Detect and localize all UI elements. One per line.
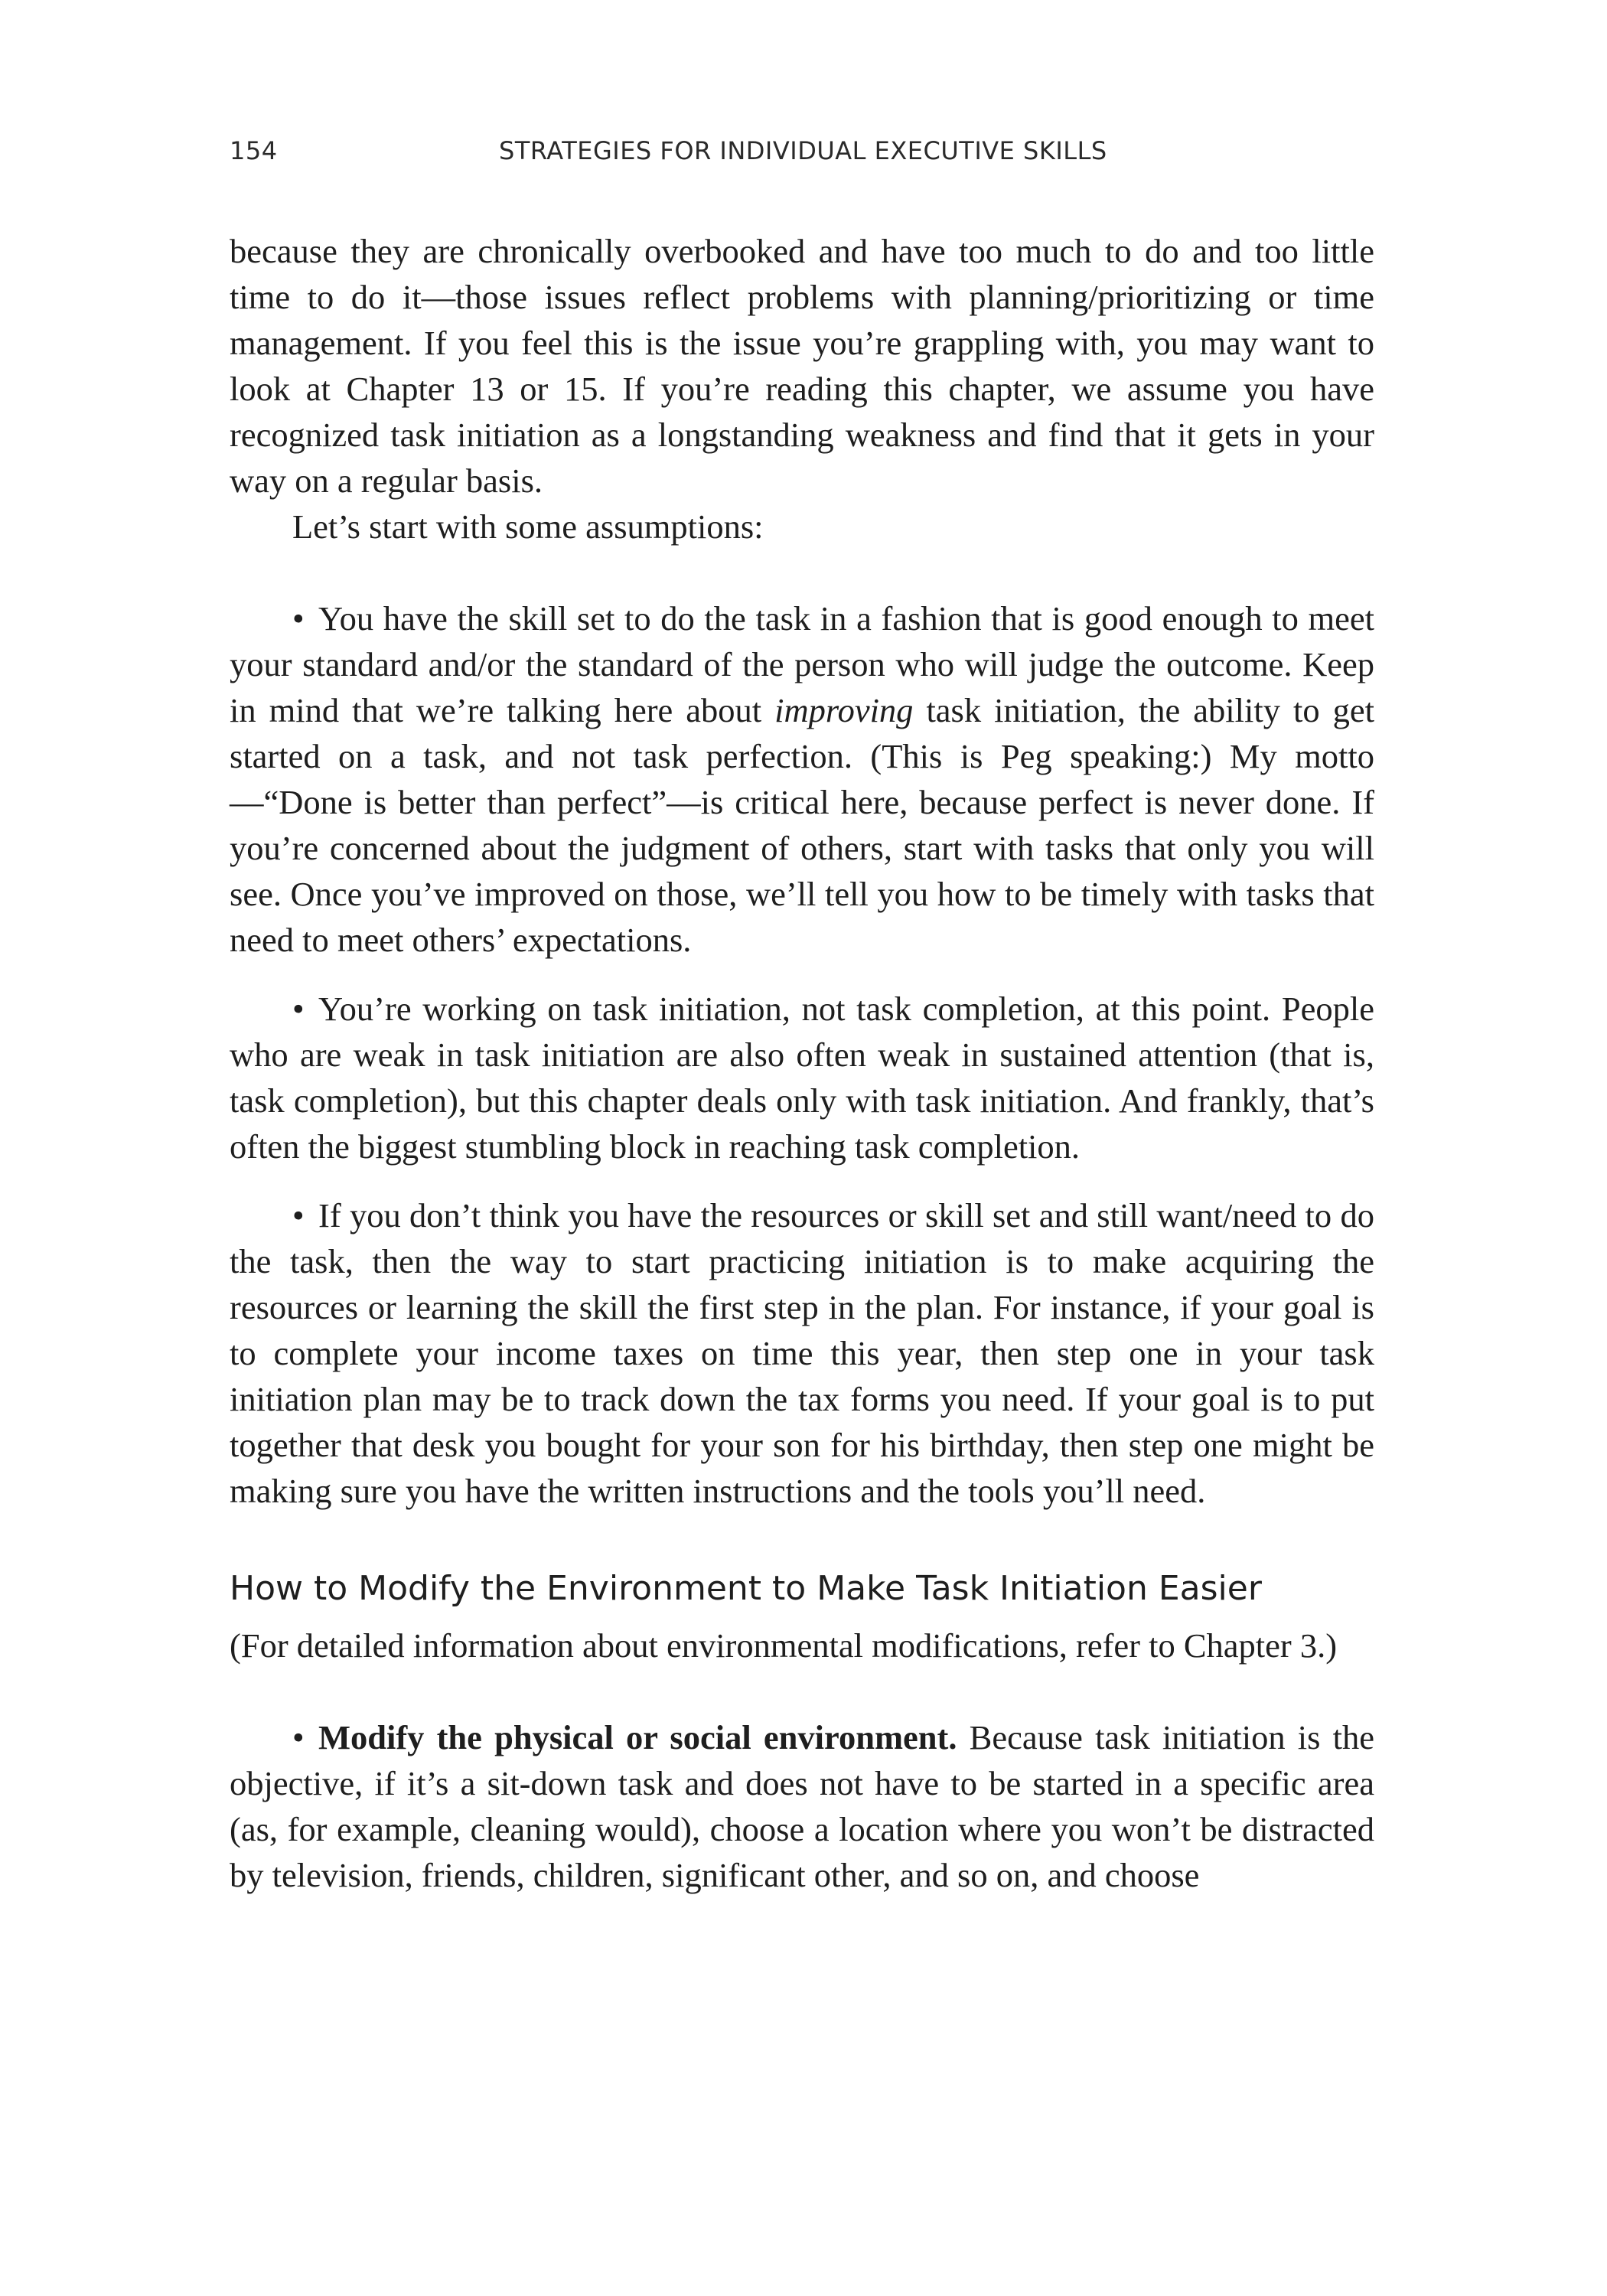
bold-lead: Modify the physical or social environment.: [318, 1718, 957, 1756]
bullet-icon: •: [292, 1196, 305, 1234]
bullet-icon: •: [292, 990, 305, 1028]
bullet-text: If you don’t think you have the resources or skill set and still want/need to do the task, then the way to start practicing initiation is to make acquiring the resources or learning the skill the first step in the plan. For instance, if your goal is to complete your income taxes on time this year, then step one in your task initiation plan may be to track down the tax forms you need. If your goal is to put together that desk you bought for your son for his birthday, then step one might be making sure you have the written instructions and the tools you’ll need.: [230, 1196, 1374, 1510]
section-intro: (For detailed information about environmental modifications, refer to Chapter 3.): [230, 1626, 1338, 1665]
page-number: 154: [230, 136, 278, 165]
bullet-item-skill-set: [230, 595, 1374, 963]
bullet-item-resources: [230, 1192, 1374, 1514]
bullet-item-task-initiation: [230, 986, 1374, 1169]
bullet-icon: •: [292, 1718, 305, 1756]
body-text: [230, 228, 1374, 1898]
paragraph-continued: because they are chronically overbooked and have too much to do and too little time to do it—those issues reflect problems with planning/prioritizing or time management. If you feel this is the issue you’re grappling with, you may want to look at Chapter 13 or 15. If you’re reading this chapter, we assume you have recognized task initiation as a longstanding weakness and find that it gets in your way on a regular basis.: [230, 232, 1374, 500]
bullet-text: task initiation, the ability to get started on a task, and not task perfection. (This is Peg speaking:) My motto—“Done is better than perfect”—is critical here, because perfect is never done. If you’re concerned about the judgment of others, start with tasks that only you will see. Once you’ve improved on those, we’ll tell you how to be timely with tasks that need to meet others’ expectations.: [230, 691, 1374, 959]
italic-emphasis: improving: [774, 691, 914, 729]
bullet-text: You’re working on task initiation, not task completion, at this point. People who are weak in task initiation are also often weak in sustained attention (that is, task completion), but this chapter deals only with task initiation. And frankly, that’s often the biggest stumbling block in reaching task completion.: [230, 990, 1374, 1166]
bullet-text: You have the skill set to do the task in a fashion that is good enough to meet your standard and/or the standard of the person who will judge the outcome. Keep in mind that we’re talking here about: [230, 599, 1374, 729]
bullet-icon: •: [292, 599, 305, 638]
running-head: [230, 136, 1377, 174]
paragraph-assumptions-intro: Let’s start with some assumptions:: [292, 507, 764, 546]
running-title: STRATEGIES FOR INDIVIDUAL EXECUTIVE SKILLS: [499, 136, 1107, 165]
bullet-item-modify-environment: [230, 1714, 1374, 1898]
section-heading: How to Modify the Environment to Make Task Initiation Easier: [230, 1569, 1262, 1608]
bullet-text: Because task initiation is the objective, if it’s a sit-down task and does not have to be started in a specific area (as, for example, cleaning would), choose a location where you won’t be distracted by television, friends, children, significant other, and so on, and choose: [230, 1718, 1374, 1894]
